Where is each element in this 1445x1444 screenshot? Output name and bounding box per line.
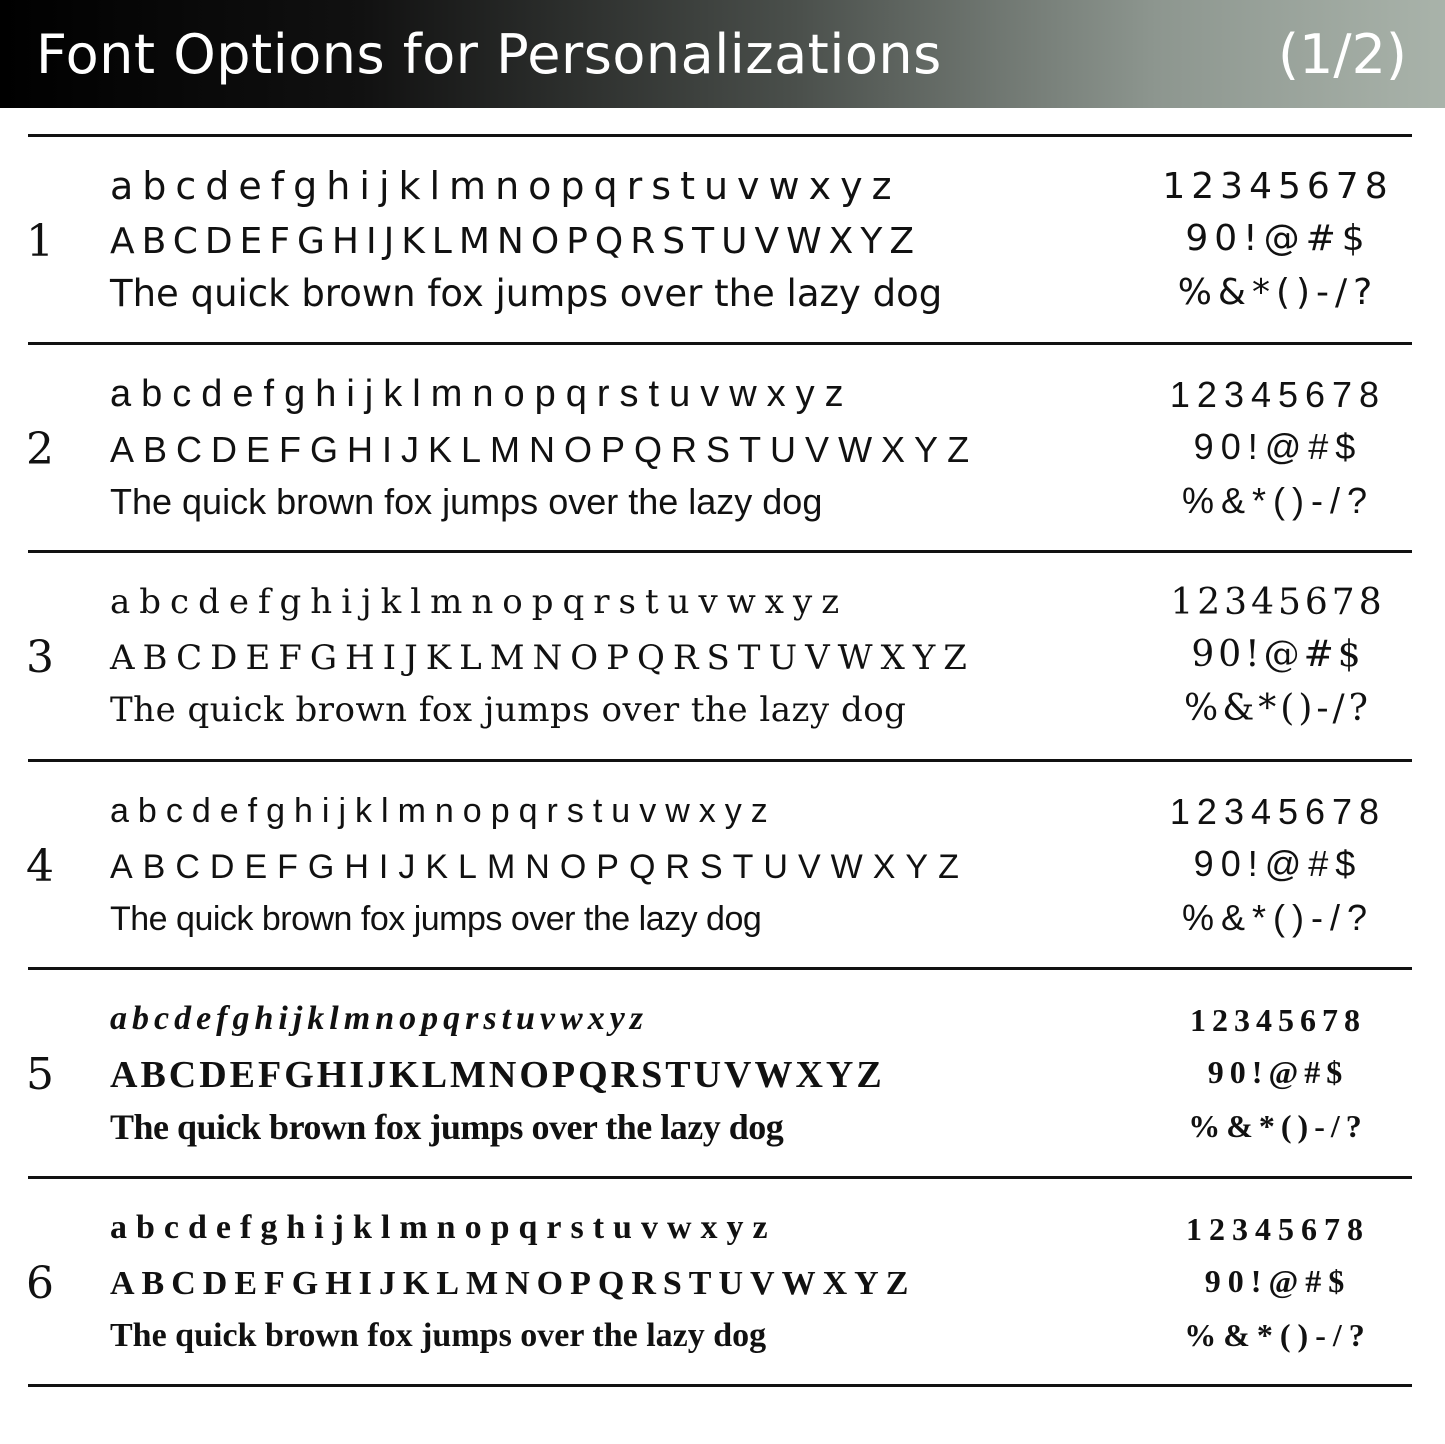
divider — [28, 134, 1412, 137]
font-lowercase-sample: abcdefghijklmnopqrstuvwxyz — [110, 582, 849, 622]
divider — [28, 1176, 1412, 1179]
font-lowercase-sample: abcdefghijklmnopqrstuvwxyz — [110, 792, 777, 830]
font-punctuation-sample: %&*()-/? — [1177, 272, 1379, 313]
font-digits-sample: 12345678 — [1169, 791, 1387, 832]
font-option-4 — [0, 763, 1445, 968]
font-uppercase-sample: ABCDEFGHIJKLMNOPQRSTUVWXYZ — [110, 429, 979, 470]
font-punctuation-sample: %&*()-/? — [1184, 1317, 1372, 1353]
font-uppercase-sample: ABCDEFGHIJKLMNOPQRSTUVWXYZ — [110, 1265, 916, 1302]
font-number: 5 — [26, 1049, 54, 1100]
font-punctuation-sample: %&*()-/? — [1181, 897, 1375, 938]
font-symbols-sample: 90!@#$ — [1207, 1054, 1349, 1090]
font-uppercase-sample: ABCDEFGHIJKLMNOPQRSTUVWXYZ — [110, 848, 969, 886]
font-pangram-sample: The quick brown fox jumps over the lazy dog — [110, 900, 762, 938]
font-number: 3 — [26, 632, 54, 683]
font-symbols-sample: 90!@#$ — [1185, 218, 1371, 259]
font-digits-sample: 12345678 — [1170, 582, 1386, 623]
font-punctuation-sample: %&*()-/? — [1184, 688, 1372, 729]
font-symbols-sample: 90!@#$ — [1191, 634, 1365, 675]
font-pangram-sample: The quick brown fox jumps over the lazy dog — [110, 1107, 784, 1147]
font-number: 4 — [26, 841, 54, 892]
font-digits-sample: 12345678 — [1162, 166, 1394, 207]
font-lowercase-sample: abcdefghijklmnopqrstuvwxyz — [110, 373, 854, 415]
page-title: Font Options for Personalizations — [36, 23, 942, 86]
font-option-6 — [0, 1180, 1445, 1385]
font-option-3 — [0, 554, 1445, 759]
font-option-2 — [0, 346, 1445, 551]
font-pangram-sample: The quick brown fox jumps over the lazy dog — [110, 690, 907, 730]
page-header — [0, 0, 1445, 108]
font-digits-sample: 12345678 — [1186, 1211, 1370, 1247]
font-number: 2 — [26, 424, 54, 475]
font-digits-sample: 12345678 — [1190, 1002, 1366, 1038]
font-symbols-sample: 90!@#$ — [1204, 1263, 1352, 1299]
font-lowercase-sample: abcdefghijklmnopqrstuvwxyz — [110, 1209, 777, 1246]
font-option-5 — [0, 971, 1445, 1176]
font-lowercase-sample: abcdefghijklmnopqrstuvwxyz — [110, 1000, 649, 1037]
font-pangram-sample: The quick brown fox jumps over the lazy dog — [110, 272, 943, 315]
font-punctuation-sample: %&*()-/? — [1188, 1108, 1368, 1144]
font-lowercase-sample: abcdefghijklmnopqrstuvwxyz — [110, 164, 901, 208]
font-digits-sample: 12345678 — [1169, 374, 1387, 415]
divider — [28, 759, 1412, 762]
font-uppercase-sample: ABCDEFGHIJKLMNOPQRSTUVWXYZ — [110, 1054, 885, 1096]
font-punctuation-sample: %&*()-/? — [1181, 480, 1375, 521]
page-indicator: (1/2) — [1277, 23, 1407, 86]
font-option-1 — [0, 138, 1445, 343]
font-symbols-sample: 90!@#$ — [1193, 426, 1363, 467]
font-uppercase-sample: ABCDEFGHIJKLMNOPQRSTUVWXYZ — [110, 221, 921, 262]
font-number: 1 — [26, 216, 54, 267]
font-number: 6 — [26, 1258, 54, 1309]
font-pangram-sample: The quick brown fox jumps over the lazy dog — [110, 1317, 767, 1354]
font-pangram-sample: The quick brown fox jumps over the lazy dog — [110, 481, 823, 522]
font-uppercase-sample: ABCDEFGHIJKLMNOPQRSTUVWXYZ — [110, 638, 975, 678]
font-symbols-sample: 90!@#$ — [1193, 843, 1363, 884]
